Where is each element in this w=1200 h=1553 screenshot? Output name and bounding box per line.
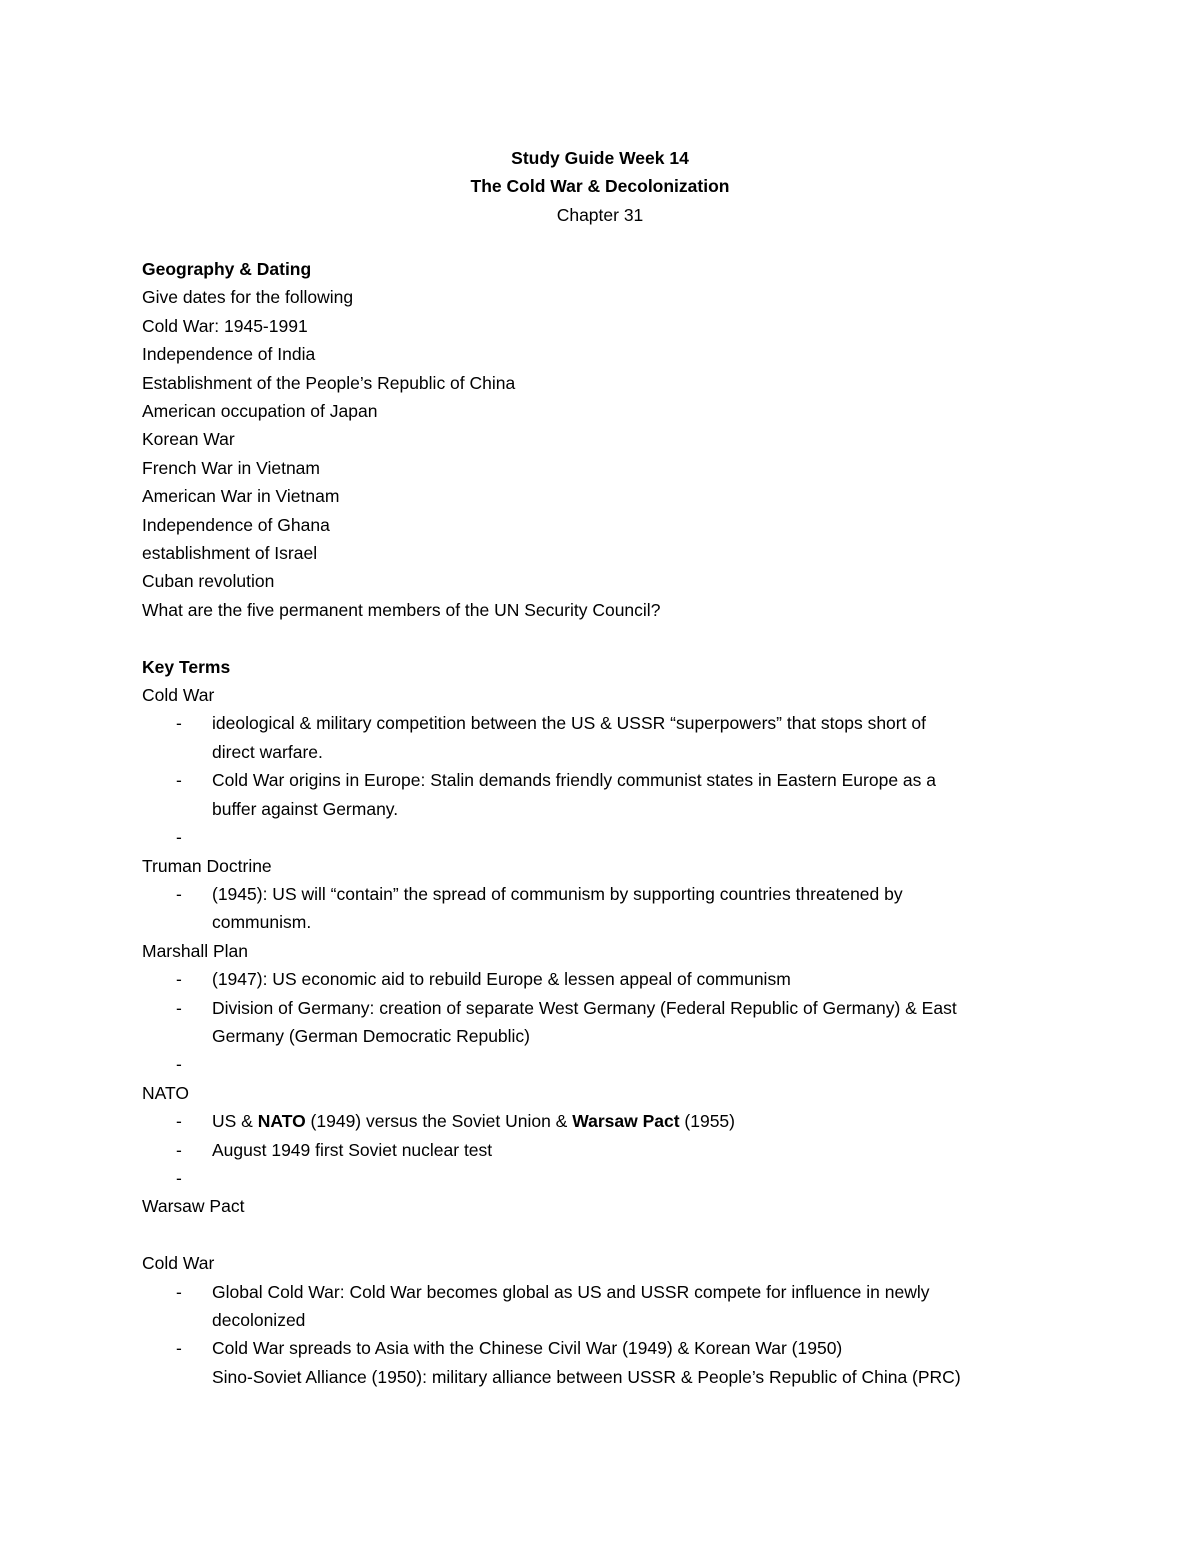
bullet-text: Global Cold War: Cold War becomes global as US and USSR compete for influence in newly	[212, 1281, 930, 1302]
geography-heading: Geography & Dating	[142, 259, 312, 279]
bullet-dash: -	[176, 1167, 182, 1188]
geography-line: Independence of India	[142, 344, 316, 365]
chapter-label: Chapter 31	[556, 204, 644, 225]
bullet-continuation	[142, 908, 1072, 936]
spacer	[142, 1221, 1072, 1249]
bullet-item	[142, 1278, 1072, 1306]
bullet-dash: -	[176, 969, 182, 990]
document-subtitle: The Cold War & Decolonization	[470, 176, 730, 197]
geography-line: French War in Vietnam	[142, 457, 320, 478]
bullet-dash: -	[176, 827, 182, 848]
bullet-dash: -	[176, 1281, 182, 1302]
bullet-text: communism.	[212, 912, 312, 933]
geography-line: Korean War	[142, 429, 235, 450]
geography-line: Cuban revolution	[142, 571, 275, 592]
bullet-text: (1947): US economic aid to rebuild Europe & lessen appeal of communism	[212, 969, 791, 990]
bullet-dash: -	[176, 1139, 182, 1160]
geography-line: establishment of Israel	[142, 543, 318, 564]
bullet-dash: -	[176, 770, 182, 791]
geography-line: What are the five permanent members of the UN Security Council?	[142, 599, 661, 620]
bullet-text: Germany (German Democratic Republic)	[212, 1025, 531, 1046]
bullet-text: Cold War spreads to Asia with the Chinese Civil War (1949) & Korean War (1950)	[212, 1338, 843, 1359]
document-body	[142, 255, 1072, 1391]
geography-line: Independence of Ghana	[142, 514, 330, 535]
bullet-empty	[142, 1164, 1072, 1192]
bullet-item	[142, 994, 1072, 1022]
spacer	[142, 624, 1072, 652]
bullet-text: direct warfare.	[212, 741, 323, 762]
term-warsaw-pact: Warsaw Pact	[142, 1196, 245, 1217]
bullet-text: US &	[212, 1111, 258, 1132]
geography-line: Establishment of the People’s Republic of China	[142, 372, 516, 393]
bullet-dash: -	[176, 997, 182, 1018]
bullet-continuation	[142, 795, 1072, 823]
bullet-continuation	[142, 1306, 1072, 1334]
term-marshall-plan: Marshall Plan	[142, 940, 249, 961]
key-terms-heading: Key Terms	[142, 656, 231, 677]
bullet-dash: -	[176, 883, 182, 904]
bullet-text: (1955)	[679, 1111, 735, 1132]
bullet-item	[142, 1107, 1072, 1135]
bullet-text: (1949) versus the Soviet Union &	[305, 1111, 573, 1132]
bullet-bold-nato: NATO	[257, 1111, 306, 1132]
bullet-dash: -	[176, 1111, 182, 1132]
bullet-item	[142, 709, 1072, 737]
bullet-item	[142, 766, 1072, 794]
document-title: Study Guide Week 14	[511, 148, 689, 168]
geography-line: American occupation of Japan	[142, 401, 378, 422]
bullet-empty	[142, 1050, 1072, 1078]
bullet-continuation	[142, 738, 1072, 766]
bullet-text: Cold War origins in Europe: Stalin demands friendly communist states in Eastern Europe as a	[212, 770, 937, 791]
bullet-item	[142, 1136, 1072, 1164]
bullet-text: (1945): US will “contain” the spread of communism by supporting countries threatened by	[212, 883, 903, 904]
geography-line: American War in Vietnam	[142, 486, 340, 507]
document-header	[0, 144, 1200, 229]
term-truman-doctrine: Truman Doctrine	[142, 855, 272, 876]
bullet-dash: -	[176, 1054, 182, 1075]
bullet-item	[142, 965, 1072, 993]
term-cold-war: Cold War	[142, 1253, 215, 1274]
bullet-continuation	[142, 1022, 1072, 1050]
bullet-text: ideological & military competition between the US & USSR “superpowers” that stops short of	[212, 713, 926, 734]
term-cold-war: Cold War	[142, 685, 215, 706]
bullet-item	[142, 1334, 1072, 1362]
term-nato: NATO	[142, 1082, 189, 1103]
bullet-text: August 1949 first Soviet nuclear test	[212, 1139, 493, 1160]
bullet-text: Division of Germany: creation of separate West Germany (Federal Republic of Germany) & East	[212, 997, 957, 1018]
bullet-text: buffer against Germany.	[212, 798, 399, 819]
geography-line: Give dates for the following	[142, 287, 354, 308]
bullet-dash: -	[176, 713, 182, 734]
bullet-item	[142, 880, 1072, 908]
bullet-text: Sino-Soviet Alliance (1950): military alliance between USSR & People’s Republic of China (PRC)	[212, 1366, 961, 1387]
bullet-continuation	[142, 1363, 1072, 1391]
bullet-empty	[142, 823, 1072, 851]
bullet-bold-warsaw: Warsaw Pact	[572, 1111, 680, 1132]
bullet-text: decolonized	[212, 1309, 306, 1330]
geography-line: Cold War: 1945-1991	[142, 315, 308, 336]
bullet-dash: -	[176, 1338, 182, 1359]
